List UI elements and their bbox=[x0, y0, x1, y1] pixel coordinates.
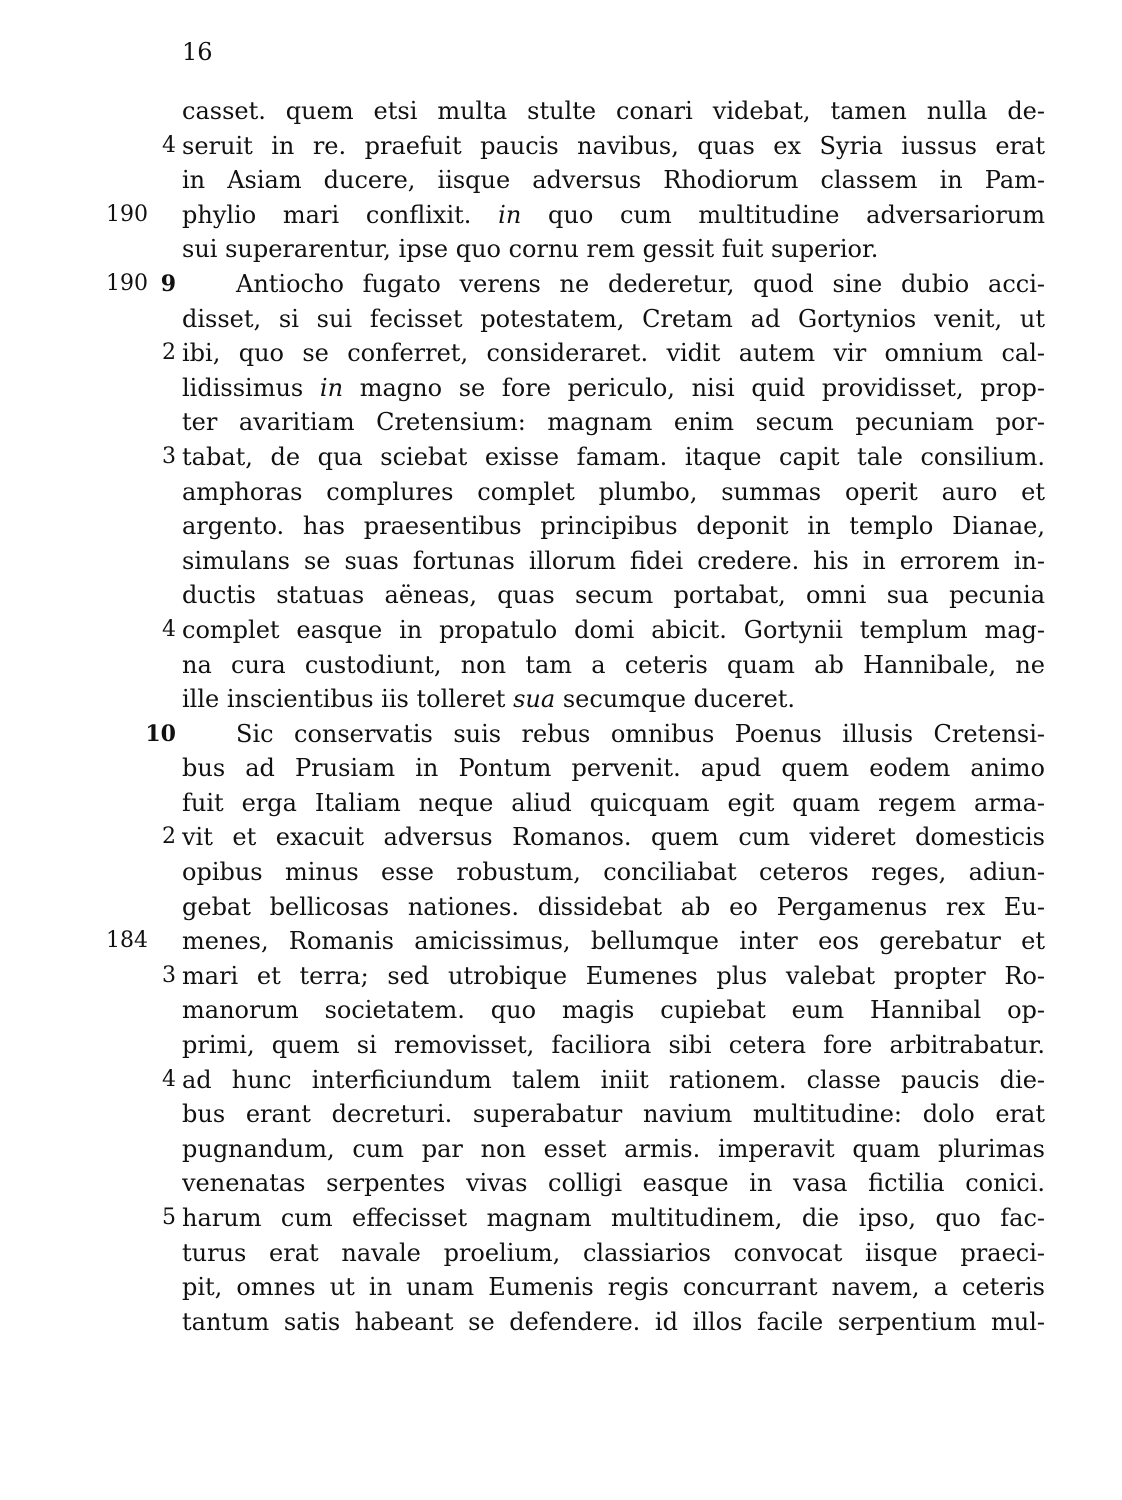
text-line bbox=[100, 1097, 1045, 1132]
section-number: 3 bbox=[162, 443, 176, 469]
line-text: bus erant decreturi. superabatur navium multitudine: dolo erat bbox=[182, 1100, 1045, 1129]
text-line bbox=[100, 544, 1045, 579]
line-text bbox=[182, 371, 1045, 406]
text-line bbox=[100, 267, 1045, 302]
page-number: 16 bbox=[182, 38, 213, 66]
margin-note bbox=[100, 613, 176, 648]
text-line bbox=[100, 1201, 1045, 1236]
line-text: Sic conservatis suis rebus omnibus Poenus illusis Cretensi- bbox=[236, 719, 1045, 748]
line-text: bus ad Prusiam in Pontum pervenit. apud quem eodem animo bbox=[182, 754, 1045, 783]
line-text: opibus minus esse robustum, conciliabat ceteros reges, adiun- bbox=[182, 858, 1045, 887]
text-line bbox=[100, 993, 1045, 1028]
year-marker: 184 bbox=[106, 928, 148, 954]
year-marker: 190 bbox=[106, 270, 148, 296]
line-text: mari et terra; sed utrobique Eumenes plus valebat propter Ro- bbox=[182, 961, 1045, 990]
text-line bbox=[100, 682, 1045, 717]
line-text: Antiocho fugato verens ne dederetur, quod sine dubio acci- bbox=[236, 269, 1045, 298]
line-text: ductis statuas aëneas, quas secum portabat, omni sua pecunia bbox=[182, 581, 1045, 610]
text-line bbox=[100, 1063, 1045, 1098]
text-line bbox=[100, 717, 1045, 752]
margin-note bbox=[100, 129, 176, 164]
line-text: complet easque in propatulo domi abicit. Gortynii templum mag- bbox=[182, 615, 1045, 644]
text-line bbox=[100, 1028, 1045, 1063]
text-segment: magno se fore periculo, nisi quid providisset, prop- bbox=[359, 373, 1045, 402]
text-line bbox=[100, 1236, 1045, 1271]
margin-note bbox=[100, 717, 176, 753]
section-number: 3 bbox=[162, 962, 176, 988]
line-text: venenatas serpentes vivas colligi easque in vasa fictilia conici. bbox=[182, 1169, 1045, 1198]
line-text: in Asiam ducere, iisque adversus Rhodiorum classem in Pam- bbox=[182, 166, 1045, 195]
margin-note bbox=[100, 1063, 176, 1098]
text-line bbox=[100, 94, 1045, 129]
section-number: 2 bbox=[162, 824, 176, 850]
section-number: 5 bbox=[162, 1205, 176, 1230]
text-line bbox=[100, 129, 1045, 164]
text-line bbox=[100, 1270, 1045, 1305]
section-number: 4 bbox=[162, 616, 176, 642]
text-segment: ille inscientibus iis tolleret bbox=[182, 685, 506, 714]
section-number: 2 bbox=[162, 340, 176, 366]
line-text: menes, Romanis amicissimus, bellumque inter eos gerebatur et bbox=[182, 927, 1045, 956]
text-line bbox=[100, 648, 1045, 683]
text-line bbox=[100, 1132, 1045, 1167]
line-text: ibi, quo se conferret, consideraret. vidit autem vir omnium cal- bbox=[182, 339, 1045, 368]
text-line bbox=[100, 786, 1045, 821]
text-line bbox=[100, 751, 1045, 786]
year-marker: 190 bbox=[106, 201, 148, 227]
line-text bbox=[182, 198, 1045, 233]
text-line bbox=[100, 336, 1045, 371]
text-line bbox=[100, 820, 1045, 855]
line-text: pit, omnes ut in unam Eumenis regis concurrant navem, a ceteris bbox=[182, 1273, 1045, 1302]
italic-word: in bbox=[498, 200, 522, 229]
text-line bbox=[100, 855, 1045, 890]
text-line bbox=[100, 475, 1045, 510]
text-line bbox=[100, 509, 1045, 544]
margin-note bbox=[100, 820, 176, 855]
line-text: sui superarentur, ipse quo cornu rem gessit fuit superior. bbox=[182, 235, 879, 264]
chapter-number: 9 bbox=[160, 270, 176, 297]
body-text bbox=[100, 94, 1045, 1339]
line-text: turus erat navale proelium, classiarios convocat iisque praeci- bbox=[182, 1238, 1045, 1267]
line-text: primi, quem si removisset, faciliora sibi cetera fore arbitrabatur. bbox=[182, 1031, 1045, 1060]
text-line bbox=[100, 959, 1045, 994]
italic-word: sua bbox=[513, 685, 556, 714]
line-text: argento. has praesentibus principibus deponit in templo Dianae, bbox=[182, 512, 1045, 541]
line-text: ad hunc interficiundum talem iniit rationem. classe paucis die- bbox=[182, 1065, 1045, 1094]
text-segment: phylio mari conflixit. bbox=[182, 200, 472, 229]
chapter-number: 10 bbox=[145, 720, 176, 747]
text-line bbox=[100, 1166, 1045, 1201]
line-text: manorum societatem. quo magis cupiebat eum Hannibal op- bbox=[182, 996, 1045, 1025]
line-text: seruit in re. praefuit paucis navibus, quas ex Syria iussus erat bbox=[182, 131, 1045, 160]
text-segment: quo cum multitudine adversariorum bbox=[548, 200, 1045, 229]
text-line bbox=[100, 890, 1045, 925]
text-line bbox=[100, 613, 1045, 648]
text-line bbox=[100, 1305, 1045, 1340]
text-line bbox=[100, 198, 1045, 233]
line-text: simulans se suas fortunas illorum fidei credere. his in errorem in- bbox=[182, 546, 1045, 575]
margin-note bbox=[100, 336, 176, 371]
text-segment: secumque duceret. bbox=[562, 685, 796, 714]
line-text: tabat, de qua sciebat exisse famam. itaque capit tale consilium. bbox=[182, 442, 1045, 471]
section-number: 4 bbox=[162, 1066, 176, 1092]
line-text: amphoras complures complet plumbo, summas operit auro et bbox=[182, 477, 1045, 506]
text-line bbox=[100, 578, 1045, 613]
text-line bbox=[100, 440, 1045, 475]
margin-note bbox=[100, 1201, 176, 1236]
text-line bbox=[100, 163, 1045, 198]
line-text: vit et exacuit adversus Romanos. quem cum videret domesticis bbox=[182, 823, 1045, 852]
text-segment: lidissimus bbox=[182, 373, 304, 402]
line-text: disset, si sui fecisset potestatem, Cretam ad Gortynios venit, ut bbox=[182, 304, 1045, 333]
text-line bbox=[100, 924, 1045, 959]
margin-note bbox=[100, 959, 176, 994]
line-text: harum cum effecisset magnam multitudinem, die ipso, quo fac- bbox=[182, 1204, 1045, 1232]
line-text bbox=[182, 682, 1045, 717]
section-number: 4 bbox=[162, 132, 176, 158]
text-line bbox=[100, 302, 1045, 337]
text-line bbox=[100, 232, 1045, 267]
line-text: na cura custodiunt, non tam a ceteris quam ab Hannibale, ne bbox=[182, 650, 1045, 679]
text-line bbox=[100, 405, 1045, 440]
line-text: pugnandum, cum par non esset armis. imperavit quam plurimas bbox=[182, 1134, 1045, 1163]
text-line bbox=[100, 371, 1045, 406]
margin-note bbox=[100, 440, 176, 475]
line-text: gebat bellicosas nationes. dissidebat ab eo Pergamenus rex Eu- bbox=[182, 892, 1045, 921]
line-text: ter avaritiam Cretensium: magnam enim secum pecuniam por- bbox=[182, 408, 1045, 437]
italic-word: in bbox=[319, 373, 344, 402]
line-text: tantum satis habeant se defendere. id illos facile serpentium mul- bbox=[182, 1307, 1045, 1336]
line-text: casset. quem etsi multa stulte conari videbat, tamen nulla de- bbox=[182, 97, 1045, 125]
margin-note bbox=[100, 267, 176, 303]
line-text: fuit erga Italiam neque aliud quicquam egit quam regem arma- bbox=[182, 788, 1045, 817]
